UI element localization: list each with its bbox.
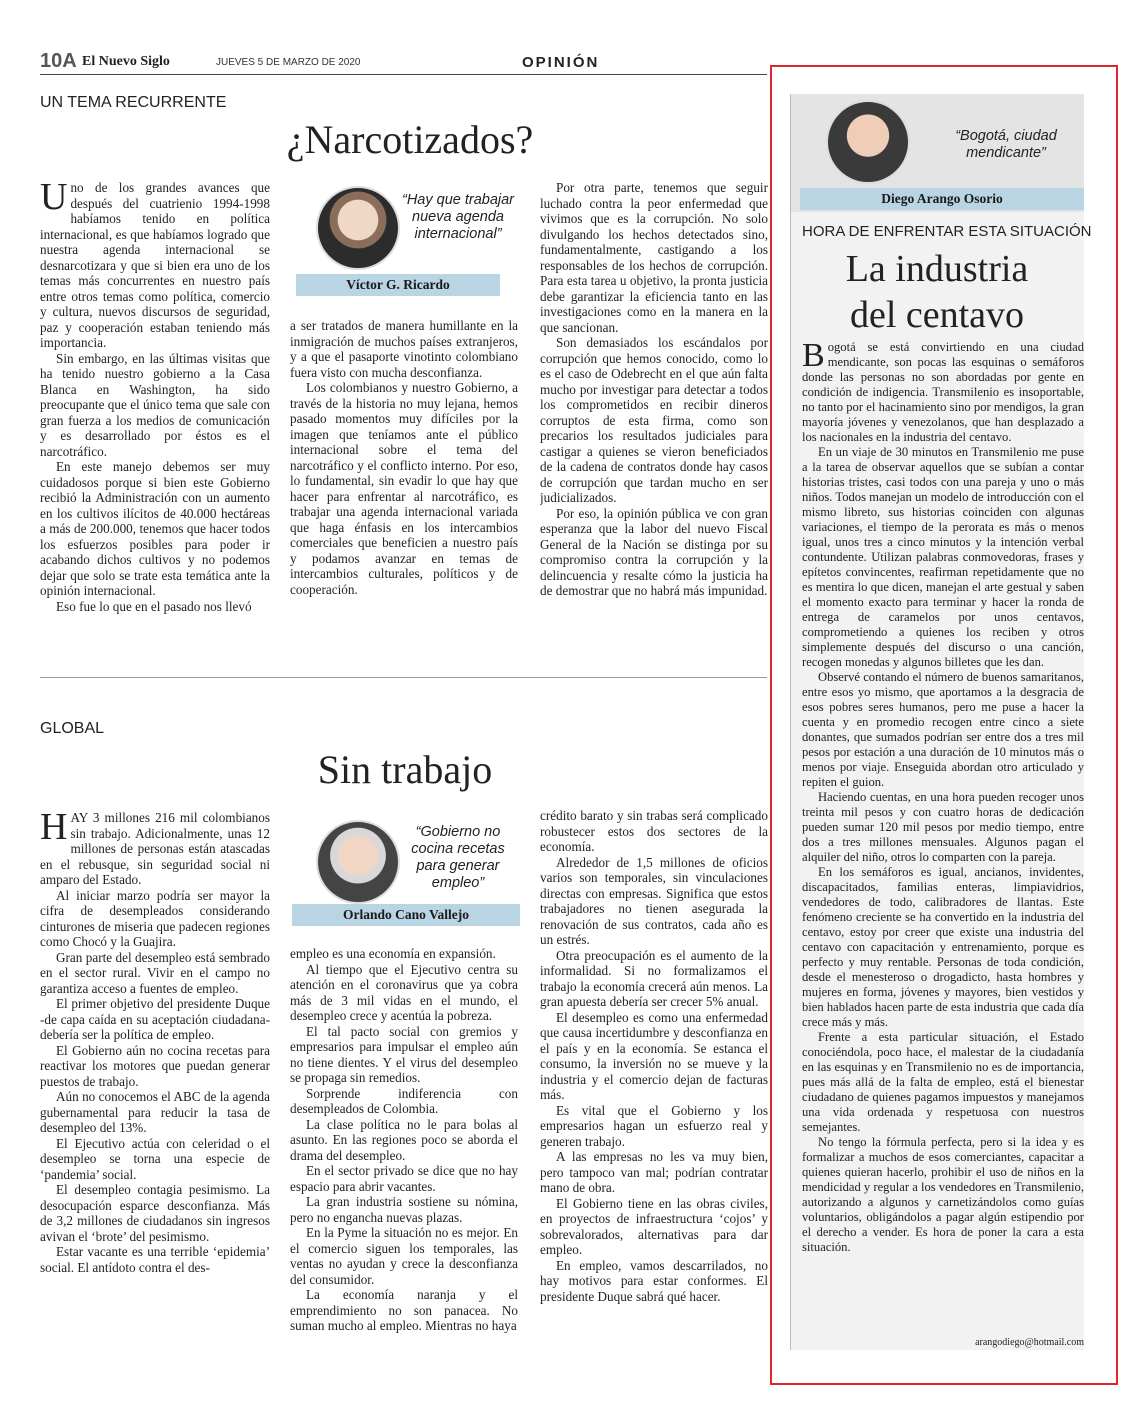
paragraph: Uno de los grandes avances que después del cuatrienio 1994-1998 habíamos tenido en política internacional, es que habíamos logrado que nuestra agenda internacional se desnarcotizara y que si bien era uno de los temas más concurrentes en nuestro país entre otros temas como política, comercio y cultura, nuevos discursos de seguridad, paz y cooperación estaban teniendo más importancia.: [40, 180, 270, 350]
article2-headline: Sin trabajo: [317, 747, 493, 792]
paragraph: crédito barato y sin trabas será complicado robustecer estos dos sectores de la economía.: [540, 808, 768, 854]
paragraph: Estar vacante es una terrible ‘epidemia’ social. El antídoto contra el des-: [40, 1244, 270, 1275]
article1-kicker: UN TEMA RECURRENTE: [40, 94, 227, 111]
paragraph: Aún no conocemos el ABC de la agenda gubernamental para reducir la tasa de desempleo del 13%.: [40, 1089, 270, 1135]
paragraph: A las empresas no les va muy bien, pero tampoco van mal; podrían contratar mano de obra.: [540, 1149, 768, 1195]
paragraph: En un viaje de 30 minutos en Transmilenio me puse a la tarea de observar aquellos que se subían a contar historias tristes, casi todos con una pareja y uno o más niños. Todos manejan un modelo de introducción con el mismo libreto, sus historias coinciden con algunas variaciones, el tiempo de la perorata es más o menos igual, unos tres a cinco minutos y la intención verbal contundente. Utilizan palabras conmovedoras, frases y epítetos convincentes, reafirman repetidamente que no es mentira lo que dicen, manejan el arte gestual y saben el momento exacto para terminar y hacer la ronda de entrega de caramelos por unos centavos, comprometiendo a quienes los reciben y otros simplemente después del discurso o una canción, recogen monedas y algunos billetes que les dan.: [802, 445, 1084, 669]
paragraph: Al tiempo que el Ejecutivo centra su atención en el coronavirus que ya cobra más de 3 mil vidas en el mundo, el desempleo crece y acentúa la pobreza.: [290, 961, 518, 1023]
article2-kicker: GLOBAL: [40, 720, 105, 737]
paragraph: Observé contando el número de buenos samaritanos, entre esos yo mismo, que aportamos a la desgracia de esos pobres seres humanos, pero me puse a hacer la cuenta y en promedio recogen entre cinco a siete donantes, que sumados podrían ser entre dos a tres mil pesos por estación a una duración de 10 minutos más o menos por viaje. Enseguida abordan otro articulado y repiten el guion.: [802, 670, 1084, 789]
paragraph: Gran parte del desempleo está sembrado en el sector rural. Vivir en el campo no garantiza acceso a fuentes de empleo.: [40, 949, 270, 996]
paragraph: Bogotá se está convirtiendo en una ciudad mendicante, son pocas las esquinas o semáforos donde las personas no son abordadas por gente en condición de indigencia. Transmilenio es insoportable, no tanto por el hacinamiento sino por mendigos, la gran mayoría jóvenes y venezolanos, que han desplazado a los nacionales en la industria del centavo.: [802, 340, 1084, 444]
paragraph: Otra preocupación es el aumento de la informalidad. Si no formalizamos el trabajo la economía crecerá aún menos. La gran apuesta debería ser crecer 5% anual.: [540, 947, 768, 1009]
article1-column-3: [540, 180, 768, 650]
paragraph: El Gobierno tiene en las obras civiles, en proyectos de infraestructura ‘cojos’ y sobrevalorados, alternativas para dar empleo.: [540, 1195, 768, 1257]
paragraph: Los colombianos y nuestro Gobierno, a través de la historia no muy lejana, hemos pasado momentos muy difíciles por la imagen que teníamos ante el público internacional sobre el tema del narcotráfico y el conflicto interno. Por eso, lo fundamental, sin evadir lo que hay que hacer para enfrentar al narcotráfico, es trabajar una agenda internacional variada que haga énfasis en los intercambios comerciales que beneficien a nuestro país y podamos avanzar en temas de intercambios culturales, políticos y de cooperación.: [290, 380, 518, 597]
paragraph: El primer objetivo del presidente Duque -de capa caída en su aceptación ciudadana- debería ser la política de empleo.: [40, 996, 270, 1042]
paragraph: empleo es una economía en expansión.: [290, 946, 496, 961]
paragraph: Por eso, la opinión pública ve con gran esperanza que la labor del nuevo Fiscal General de la Nación se distinga por su compromiso contra la corrupción y la delincuencia y resalte cómo la justicia ha de demostrar que no habrá más impunidad.: [540, 505, 768, 598]
article-divider: [40, 677, 767, 678]
paragraph: HAY 3 millones 216 mil colombianos sin trabajo. Adicionalmente, unas 12 millones de personas están atascadas en el rebusque, sin seguridad social ni amparo del Estado.: [40, 810, 270, 887]
newspaper-logo: El Nuevo Siglo: [82, 54, 170, 69]
paragraph: Alrededor de 1,5 millones de oficios varios son temporales, sin vinculaciones directas con empresas. Significa que estos trabajadores no tienen asegurada la renovación de sus contratos, cada año es un estrés.: [540, 854, 768, 947]
header-rule: [40, 74, 767, 75]
paragraph: Es vital que el Gobierno y los empresarios hagan un esfuerzo real y generen trabajo.: [540, 1102, 768, 1149]
paragraph: La gran industria sostiene su nómina, pero no engancha nuevas plazas.: [290, 1194, 518, 1225]
paragraph: Eso fue lo que en el pasado nos llevó: [56, 598, 252, 614]
paragraph: Frente a esta particular situación, el Estado conociéndola, poco hace, el malestar de la ciudadanía en las esquinas y en Transmilenio no es de importancia, pues más allá de la falta de empleo, está el bienestar ciudadano de quienes pagamos impuestos y manejamos una vida ordenada y respetuosa con nuestros semejantes.: [802, 1030, 1084, 1134]
author-name: Orlando Cano Vallejo: [292, 904, 520, 926]
issue-date: JUEVES 5 DE MARZO DE 2020: [216, 57, 361, 68]
paragraph: Son demasiados los escándalos por corrupción que hemos conocido, como lo es el caso de Odebrecht en el que aún falta mucho por investigar para detectar a todos los comprometidos en recibir dineros corruptos de esta firma, como son precarios los resultados judiciales para castigar a quienes se vieron beneficiados de la cadena de contratos donde hay casos de corrupción que tardan mucho en ser judicializados.: [540, 335, 768, 505]
author-name: Víctor G. Ricardo: [296, 274, 500, 296]
author-name: Diego Arango Osorio: [800, 188, 1084, 210]
paragraph: En el sector privado se dice que no hay espacio para abrir vacantes.: [290, 1163, 518, 1194]
paragraph: Sin embargo, en las últimas visitas que ha tenido nuestro gobierno a la Casa Blanca en Washington, ha sido preocupante que el único tema que sale con gran fuerza a los medios de comunicación y es desarrollado por éstos es el narcotráfico.: [40, 350, 270, 459]
page-number: 10A: [40, 50, 77, 72]
headline-line: La industria: [845, 248, 1029, 290]
drop-cap: H: [40, 810, 68, 848]
paragraph: Al iniciar marzo podría ser mayor la cifra de desempleados considerando cinturones de miseria que padecen regiones como Chocó y la Guajira.: [40, 887, 270, 949]
paragraph: La economía naranja y el emprendimiento no son panacea. No suman mucho al empleo. Mientras no haya: [290, 1287, 518, 1333]
paragraph: El tal pacto social con gremios y empresarios para impulsar el empleo aún no tiene dientes. Y el virus del desempleo se propaga sin remedios.: [290, 1023, 518, 1085]
drop-cap: B: [802, 340, 825, 374]
paragraph: Por otra parte, tenemos que seguir luchado contra la peor enfermedad que vivimos que es la corrupción. No solo divulgando los hechos detectados sino, fundamentalmente, castigando a los responsables de los hechos de corrupción. Para esta tarea u objetivo, la pronta justicia debe garantizar la eficiencia tanto en las investigaciones como en la manera en la que sancionan.: [540, 180, 768, 335]
paragraph: El desempleo contagia pesimismo. La desocupación esparce desconfianza. Más de 3,2 millones de ciudadanos sin ingresos avivan el ‘brote’ del pesimismo.: [40, 1182, 270, 1244]
sidebar-kicker: HORA DE ENFRENTAR ESTA SITUACIÓN: [802, 223, 1092, 240]
section-title: OPINIÓN: [522, 54, 600, 71]
paragraph: a ser tratados de manera humillante en la inmigración de muchos países extranjeros, y a que el pasaporte vinotinto colombiano fuera visto con mucha desconfianza.: [290, 318, 518, 380]
author-photo: [316, 186, 400, 270]
author-quote: “Bogotá, ciudad mendicante”: [955, 128, 1057, 161]
headline-line: del centavo: [849, 294, 1025, 336]
highlight-frame: [770, 65, 1118, 1385]
article1-author-box: [292, 178, 520, 298]
author-photo: [316, 820, 400, 904]
paragraph: En los semáforos es igual, ancianos, invidentes, discapacitados, familias enteras, limpiavidrios, vendedores de todo, calibradores de llantas. Este fenómeno creciente se ha convertido en la industria del centavo, estoy por creer que existe una industria del centavo con capacitación y entrenamiento, porque es perfecto y muy rentable. Personas de toda condición, desde el menesteroso o drogadicto, hasta hombres y mujeres en forma, jóvenes y mayores, bien vestidos y bien hablados hacen parte de esta industria que cada día crece más y más.: [802, 865, 1084, 1029]
article2-column-2: [290, 946, 518, 1356]
author-email: arangodiego@hotmail.com: [975, 1337, 1084, 1348]
article1-column-1: [40, 180, 270, 650]
paragraph: En este manejo debemos ser muy cuidadosos porque si bien este Gobierno recibió la Administración con un aumento en los cultivos ilícitos de 40.000 hectáreas a más de 200.000, tenemos que hacer todos los esfuerzos posibles para poder ir acabando dichos cultivos y no podemos dejar que solo se trate esta temática ante la opinión internacional.: [40, 459, 270, 598]
article1-column-2: [290, 318, 518, 648]
paragraph: El Gobierno aún no cocina recetas para reactivar los motores que puedan generar puestos de trabajo.: [40, 1042, 270, 1089]
author-quote: “Hay que trabajar nueva agenda internacional”: [401, 192, 515, 242]
paragraph: No tengo la fórmula perfecta, pero si la idea y es formalizar a muchos de esos comerciantes, capacitar a quienes quieran hacerlo, prohibir el uso de niños en la mendicidad y regular a los vendedores en Transmilenio, autorizando a algunos y carnetizándolos como guías voluntarios, obligándolos a pagar algún estipendio por el derecho a vender. Es hora de poner la cara a esta situación.: [802, 1135, 1084, 1254]
paragraph: Haciendo cuentas, en una hora pueden recoger unos treinta mil pesos y con cuatro horas de dedicación pueden sumar 120 mil pesos por medio tiempo, entre dos a tres millones mensuales. Algunos pagan el alquiler del niño, otros lo comparten con la pareja.: [802, 790, 1084, 864]
paragraph: El desempleo es como una enfermedad que causa incertidumbre y desconfianza en el país y en la economía. Se estanca el consumo, la inversión no se mueve y la industria y el comercio dejan de facturas más.: [540, 1009, 768, 1102]
article2-column-3: [540, 808, 768, 1356]
paragraph: La clase política no le para bolas al asunto. En las regiones poco se aborda el drama del desempleo.: [290, 1116, 518, 1163]
article2-author-box: [292, 812, 520, 932]
article1-headline: ¿Narcotizados?: [286, 117, 534, 162]
paragraph: El Ejecutivo actúa con celeridad o el desempleo se torna una especie de ‘pandemia’ social.: [40, 1135, 270, 1182]
article2-column-1: [40, 810, 270, 1355]
author-quote: “Gobierno no cocina recetas para generar empleo”: [411, 824, 505, 891]
paragraph: Sorprende indiferencia con desempleados de Colombia.: [290, 1085, 518, 1116]
paragraph: En empleo, vamos descarrilados, no hay motivos para estar conformes. El presidente Duque sabrá qué hacer.: [540, 1257, 768, 1304]
drop-cap: U: [40, 180, 68, 218]
paragraph: En la Pyme la situación no es mejor. En el comercio siguen los temporales, las ventas no ayudan y crece la desconfianza del consumidor.: [290, 1225, 518, 1287]
